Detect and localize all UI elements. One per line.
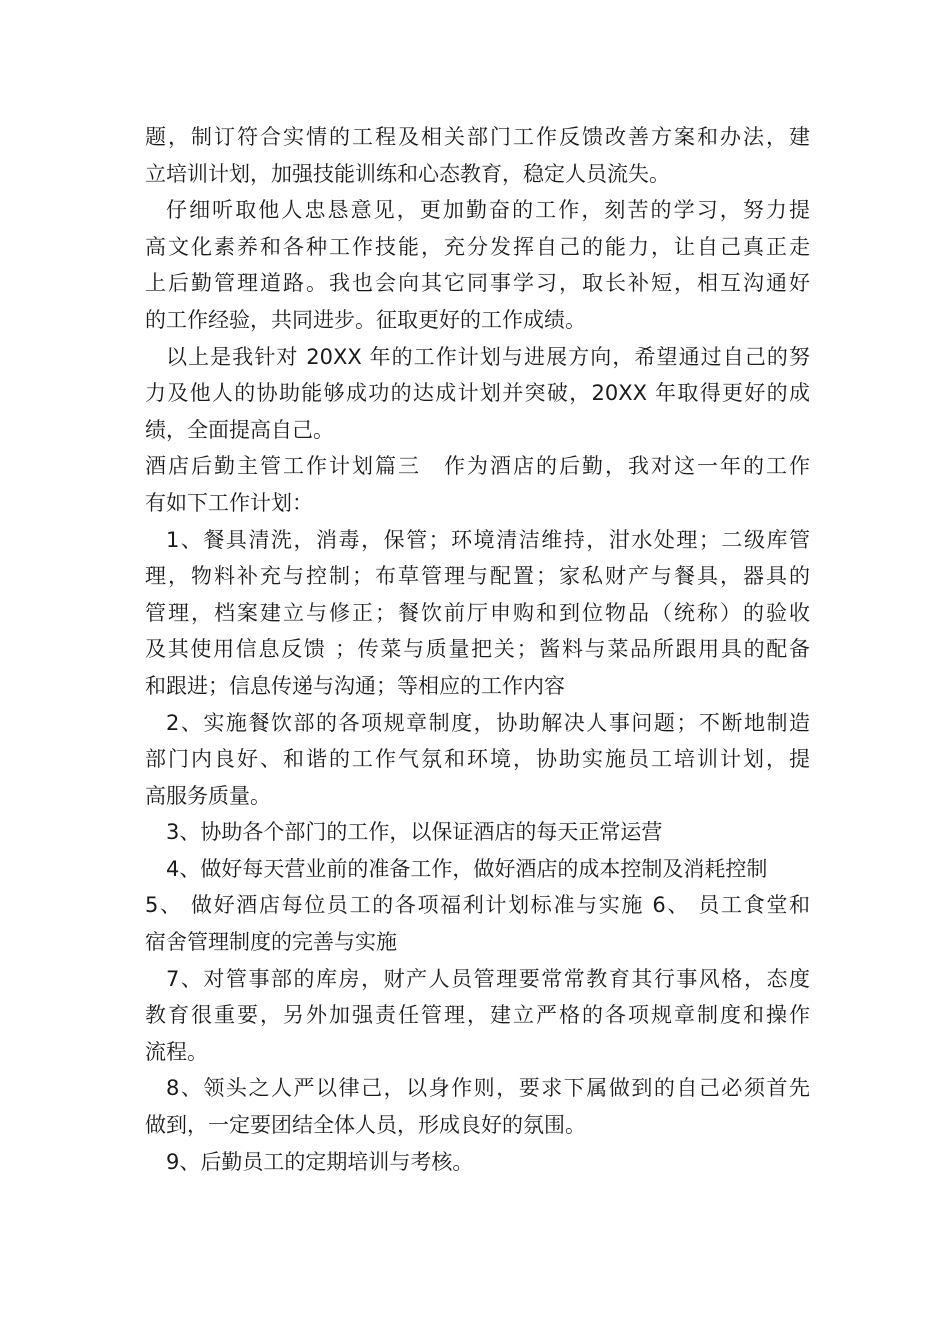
text-line: 5、 做好酒店每位员工的各项福利计划标准与实施 6、 员工食堂和	[145, 893, 810, 918]
text-line: 做到，一定要团结全体人员，形成良好的氛围。	[145, 1113, 586, 1138]
text-line: 部门内良好、和谐的工作气氛和环境，协助实施员工培训计划，提	[145, 747, 810, 772]
text-line: 教育很重要，另外加强责任管理，建立严格的各项规章制度和操作	[145, 1003, 810, 1028]
paragraph	[145, 448, 810, 521]
text-line: 仔细听取他人忠恳意见，更加勤奋的工作，刻苦的学习，努力提	[166, 198, 810, 223]
text-line: 及其使用信息反馈 ；传菜与质量把关；酱料与菜品所跟用具的配备	[145, 637, 810, 662]
paragraph	[145, 851, 810, 888]
text-line: 宿舍管理制度的完善与实施	[145, 930, 397, 955]
text-line: 理，物料补充与控制；布草管理与配置；家私财产与餐具，器具的	[145, 564, 810, 589]
text-line: 题，制订符合实情的工程及相关部门工作反馈改善方案和办法，建	[145, 125, 810, 149]
text-line: 7、对管事部的库房，财产人员管理要常常教育其行事风格，态度	[166, 966, 810, 991]
paragraph	[145, 887, 810, 960]
text-line: 上后勤管理道路。我也会向其它同事学习，取长补短，相互沟通好	[145, 271, 810, 296]
text-line: 的工作经验，共同进步。征取更好的工作成绩。	[145, 307, 586, 332]
text-line: 流程。	[145, 1039, 208, 1064]
paragraph	[145, 339, 810, 449]
text-line: 2、实施餐饮部的各项规章制度，协助解决人事问题；不断地制造	[166, 710, 810, 735]
text-line: 高文化素养和各种工作技能，充分发挥自己的能力，让自己真正走	[145, 234, 810, 259]
text-line: 以上是我针对 20XX 年的工作计划与进展方向，希望通过自己的努	[166, 344, 810, 369]
text-line: 3、协助各个部门的工作，以保证酒店的每天正常运营	[166, 820, 663, 845]
paragraph	[145, 119, 810, 192]
text-line: 8、领头之人严以律己，以身作则，要求下属做到的自己必须首先	[166, 1076, 810, 1101]
text-line: 有如下工作计划：	[145, 490, 313, 515]
text-line: 高服务质量。	[145, 783, 271, 808]
text-line: 立培训计划，加强技能训练和心态教育，稳定人员流失。	[145, 161, 670, 186]
paragraph	[145, 814, 810, 851]
paragraph	[145, 961, 810, 1071]
text-line: 4、做好每天营业前的准备工作，做好酒店的成本控制及消耗控制	[166, 856, 768, 881]
text-line: 管理，档案建立与修正；餐饮前厅申购和到位物品（统称）的验收	[145, 600, 810, 625]
paragraph	[145, 1070, 810, 1143]
paragraph	[145, 705, 810, 815]
text-line: 力及他人的协助能够成功的达成计划并突破，20XX 年取得更好的成	[145, 381, 810, 406]
paragraph	[145, 522, 810, 705]
text-line: 和跟进；信息传递与沟通；等相应的工作内容	[145, 673, 565, 698]
text-line: 绩，全面提高自己。	[145, 417, 334, 442]
text-line: 酒店后勤主管工作计划篇三 作为酒店的后勤，我对这一年的工作	[145, 454, 810, 479]
text-line: 1、餐具清洗，消毒，保管；环境清洁维持，泔水处理；二级库管	[166, 527, 810, 552]
paragraph	[145, 192, 810, 338]
text-line: 9、后勤员工的定期培训与考核。	[166, 1149, 474, 1174]
document-body	[145, 119, 810, 1180]
paragraph	[145, 1144, 810, 1181]
